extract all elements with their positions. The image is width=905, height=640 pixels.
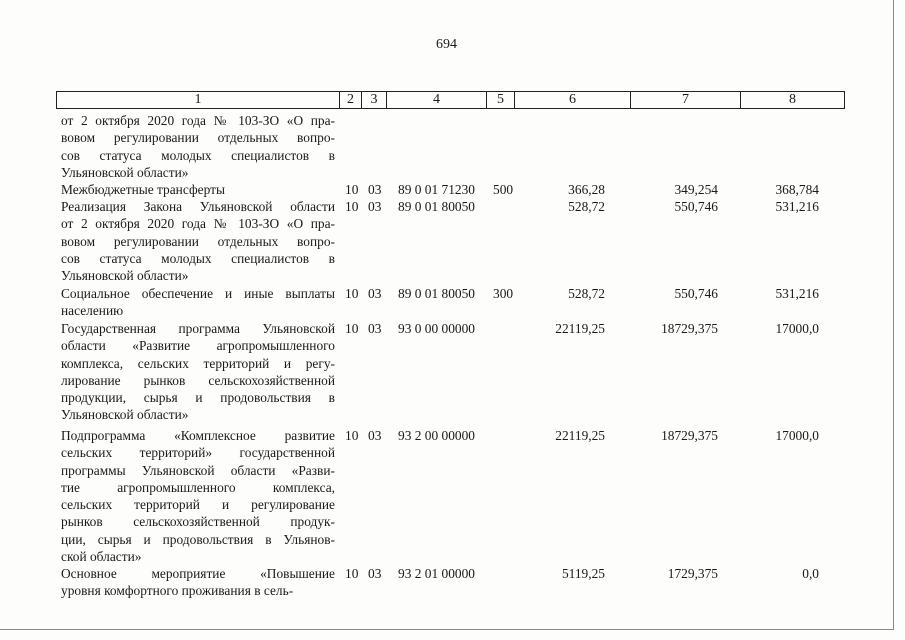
description-line: вовом регулировании отдельных вопро- [61, 233, 335, 249]
amount-col-6: 528,72 [568, 286, 605, 301]
target-article-code: 93 2 01 00000 [398, 566, 475, 581]
header-col-8: 8 [789, 92, 796, 107]
description-line: Ульяновской области» [61, 407, 189, 423]
header-col-4: 4 [387, 92, 487, 108]
section-code: 10 [345, 566, 359, 581]
description-line: лирование рынков сельскохозяйственной [61, 372, 335, 388]
amount-col-6: 528,72 [568, 199, 605, 214]
subsection-code: 03 [368, 428, 382, 443]
amount-col-6: 366,28 [568, 182, 605, 197]
description-line: Государственная программа Ульяновской [61, 321, 335, 336]
expense-type-code: 500 [493, 182, 514, 197]
description-line: от 2 октября 2020 года № 103-ЗО «О пра- [61, 113, 335, 128]
amount-col-8: 17000,0 [775, 321, 819, 336]
description-line: Ульяновской области» [61, 164, 189, 180]
target-article-code: 89 0 01 80050 [398, 199, 475, 214]
description-line: уровня комфортного проживания в сель- [61, 583, 294, 599]
expense-type-code: 300 [493, 286, 514, 301]
subsection-code: 03 [368, 182, 382, 197]
amount-col-8: 0,0 [802, 566, 819, 581]
section-code: 10 [345, 286, 359, 301]
subsection-code: 03 [368, 566, 382, 581]
section-code: 10 [345, 199, 359, 214]
description-line: вовом регулировании отдельных вопро- [61, 130, 335, 146]
target-article-code: 89 0 01 80050 [398, 286, 475, 301]
page-number: 694 [436, 37, 457, 52]
amount-col-7: 18729,375 [661, 428, 718, 443]
row-description [61, 320, 335, 424]
header-col-5: 5 [487, 92, 515, 108]
section-code: 10 [345, 428, 359, 443]
amount-col-7: 1729,375 [667, 566, 718, 581]
amount-col-7: 550,746 [674, 286, 718, 301]
header-col-1: 1 [57, 92, 340, 108]
amount-col-8: 531,216 [775, 286, 819, 301]
target-article-code: 93 0 00 00000 [398, 321, 475, 336]
row-description [61, 427, 335, 565]
amount-col-8: 531,216 [775, 199, 819, 214]
amount-col-8: 368,784 [775, 182, 819, 197]
header-col-3: 3 [362, 92, 387, 108]
section-code: 10 [345, 182, 359, 197]
row-description [61, 112, 335, 181]
description-line: Реализация Закона Ульяновской области [61, 199, 335, 214]
description-line: Основное мероприятие «Повышение [61, 566, 335, 581]
description-line: населению [61, 303, 124, 319]
amount-col-7: 349,254 [674, 182, 718, 197]
description-line: сельских территорий и регулирование [61, 497, 335, 513]
subsection-code: 03 [368, 321, 382, 336]
amount-col-7: 550,746 [674, 199, 718, 214]
header-col-2: 2 [340, 92, 362, 108]
subsection-code: 03 [368, 199, 382, 214]
description-line: области «Развитие агропромышленного [61, 338, 335, 354]
description-line: Подпрограмма «Комплексное развитие [61, 428, 335, 443]
description-line: от 2 октября 2020 года № 103-ЗО «О пра- [61, 216, 335, 232]
header-col-6: 6 [515, 92, 631, 108]
description-line: программы Ульяновской области «Разви- [61, 462, 335, 478]
description-line: сов статуса молодых специалистов в [61, 147, 335, 163]
target-article-code: 93 2 00 00000 [398, 428, 475, 443]
amount-col-6: 22119,25 [555, 321, 605, 336]
subsection-code: 03 [368, 286, 382, 301]
table-header-row [56, 91, 845, 109]
description-line: Ульяновской области» [61, 268, 189, 284]
amount-col-6: 5119,25 [561, 566, 605, 581]
description-line: комплекса, сельских территорий и регу- [61, 355, 335, 371]
row-description [61, 565, 335, 600]
header-col-7: 7 [631, 92, 741, 108]
row-description [61, 285, 335, 320]
section-code: 10 [345, 321, 359, 336]
description-line: Социальное обеспечение и иные выплаты [61, 286, 335, 301]
amount-col-8: 17000,0 [775, 428, 819, 443]
row-description [61, 181, 335, 198]
description-line: сов статуса молодых специалистов в [61, 250, 335, 266]
description-line: рынков сельскохозяйственной продук- [61, 514, 335, 530]
description-line: ции, сырья и продовольствия в Ульянов- [61, 531, 335, 547]
description-line: Межбюджетные трансферты [61, 182, 225, 197]
amount-col-6: 22119,25 [555, 428, 605, 443]
target-article-code: 89 0 01 71230 [398, 182, 475, 197]
row-description [61, 198, 335, 284]
description-line: ской области» [61, 549, 142, 565]
amount-col-7: 18729,375 [661, 321, 718, 336]
description-line: тие агропромышленного комплекса, [61, 479, 335, 495]
description-line: сельских территорий» государственной [61, 445, 335, 461]
description-line: продукции, сырья и продовольствия в [61, 390, 335, 406]
